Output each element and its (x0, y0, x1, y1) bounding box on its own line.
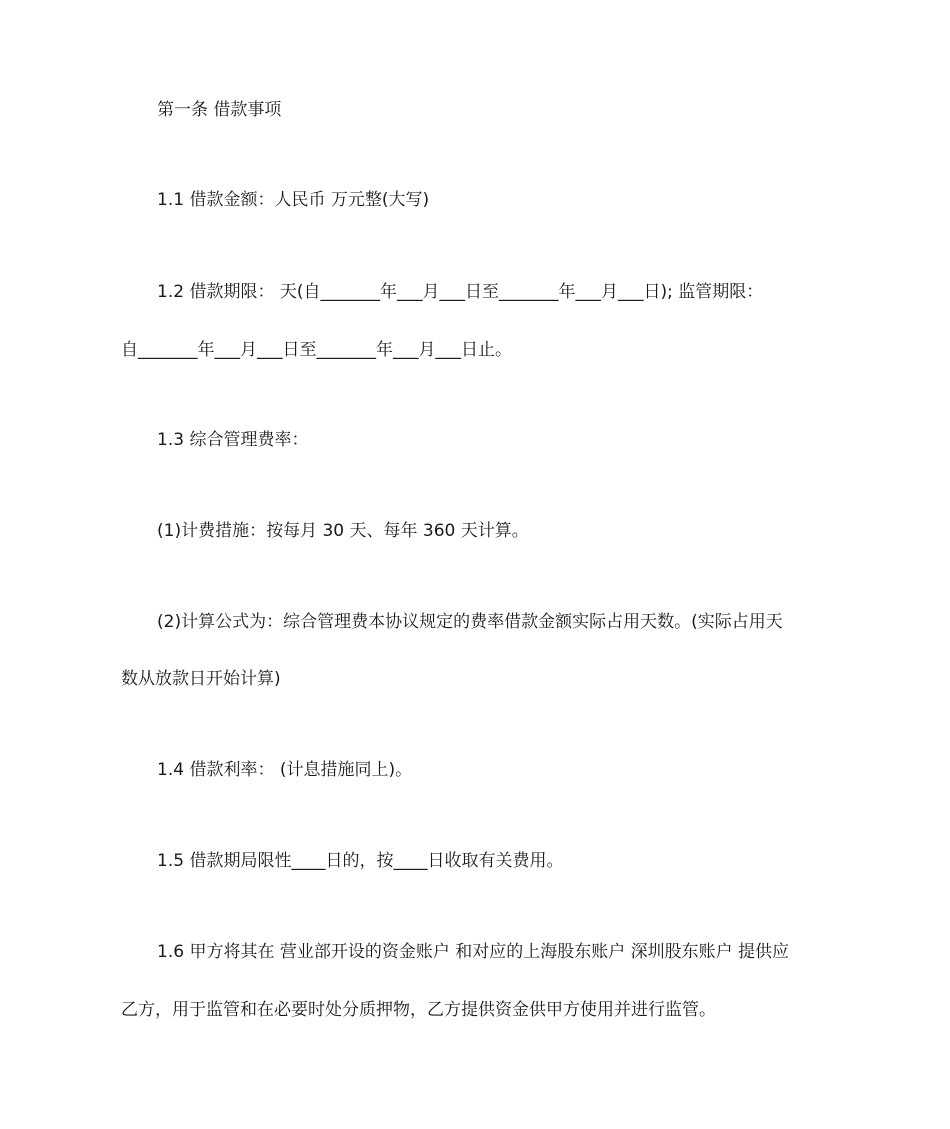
clause-1-1: 1.1 借款金额：人民币 万元整(大写) (157, 190, 430, 210)
clause-1-5: 1.5 借款期局限性____日的，按____日收取有关费用。 (157, 851, 564, 871)
clause-1-3-2-line-1: (2)计算公式为：综合管理费本协议规定的费率借款金额实际占用天数。(实际占用天 (157, 612, 783, 632)
clause-1-2-line-1: 1.2 借款期限： 天(自_______年___月___日至_______年___月___日); 监管期限： (157, 282, 764, 302)
clause-1-4: 1.4 借款利率： (计息措施同上)。 (157, 760, 413, 780)
clause-1-6-line-2: 乙方，用于监管和在必要时处分质押物，乙方提供资金供甲方使用并进行监管。 (121, 1000, 716, 1020)
clause-1-6-line-1: 1.6 甲方将其在 营业部开设的资金账户 和对应的上海股东账户 深圳股东账户 提供应 (157, 942, 790, 962)
clause-1-2-line-2: 自_______年___月___日至_______年___月___日止。 (121, 340, 512, 360)
clause-1-3-1: (1)计费措施：按每月 30 天、每年 360 天计算。 (157, 521, 529, 541)
article-title: 第一条 借款事项 (157, 100, 282, 120)
clause-1-3: 1.3 综合管理费率： (157, 430, 309, 450)
clause-1-3-2-line-2: 数从放款日开始计算) (121, 669, 281, 689)
